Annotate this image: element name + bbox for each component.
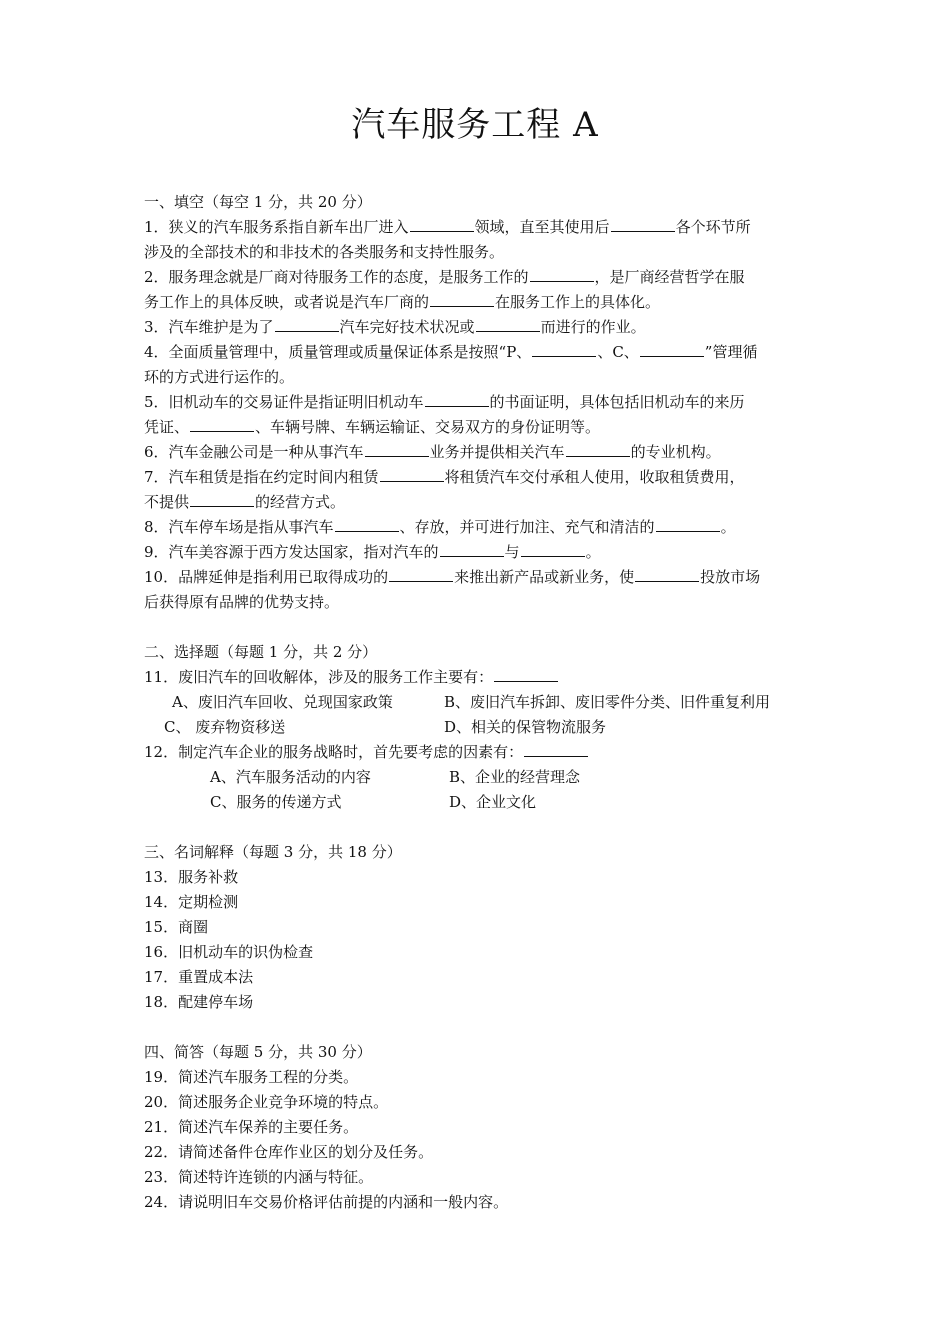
answer-blank[interactable] [365, 441, 429, 457]
answer-blank[interactable] [425, 391, 489, 407]
question-12-stem: 12．制定汽车企业的服务战略时，首先要考虑的因素有： [144, 740, 810, 765]
question-1-line1: 1．狭义的汽车服务系指自新车出厂进入 领域，直至其使用后 各个环节所 [144, 218, 751, 236]
list-item: 24．请说明旧车交易价格评估前提的内涵和一般内容。 [144, 1193, 509, 1211]
answer-blank[interactable] [476, 316, 540, 332]
question-8: 8．汽车停车场是指从事汽车 、存放，并可进行加注、充气和清洁的 。 [144, 518, 736, 536]
question-11-stem: 11．废旧汽车的回收解体，涉及的服务工作主要有： [144, 665, 810, 690]
page-title: 汽车服务工程 A [351, 105, 599, 145]
question-12-options-cd [144, 790, 810, 815]
question-1-line2: 涉及的全部技术的和非技术的各类服务和支持性服务。 [144, 243, 505, 261]
question-7-line2: 不提供 的经营方式。 [144, 493, 346, 511]
question-5-line2: 凭证、 、车辆号牌、车辆运输证、交易双方的身份证明等。 [144, 418, 601, 436]
question-7-line1: 7．汽车租赁是指在约定时间内租赁 将租赁汽车交付承租人使用，收取租赁费用， [144, 468, 745, 486]
answer-blank[interactable] [190, 491, 254, 507]
question-9: 9．汽车美容源于西方发达国家，指对汽车的 与 。 [144, 543, 601, 561]
answer-blank[interactable] [566, 441, 630, 457]
list-item: 14．定期检测 [144, 893, 239, 911]
section4-heading: 四、简答（每题 5 分，共 30 分） [144, 1043, 372, 1061]
question-2-line1: 2．服务理念就是厂商对待服务工作的态度，是服务工作的 ，是厂商经营哲学在服 [144, 268, 745, 286]
question-6: 6．汽车金融公司是一种从事汽车 业务并提供相关汽车 的专业机构。 [144, 443, 721, 461]
answer-blank[interactable] [410, 216, 474, 232]
list-item: 18．配建停车场 [144, 993, 254, 1011]
answer-blank[interactable] [335, 516, 399, 532]
option-a[interactable]: A、汽车服务活动的内容 [210, 768, 371, 786]
section2-heading: 二、选择题（每题 1 分，共 2 分） [144, 643, 378, 661]
option-b[interactable]: B、企业的经营理念 [449, 768, 581, 786]
list-item: 15．商圈 [144, 918, 209, 936]
question-4-line2: 环的方式进行运作的。 [144, 368, 295, 386]
section1-heading: 一、填空（每空 1 分，共 20 分） [144, 193, 372, 211]
answer-blank[interactable] [640, 341, 704, 357]
answer-blank[interactable] [635, 566, 699, 582]
option-a[interactable]: A、废旧汽车回收、兑现国家政策 [172, 693, 393, 711]
question-2-line2: 务工作上的具体反映，或者说是汽车厂商的 在服务工作上的具体化。 [144, 293, 661, 311]
list-item: 13．服务补救 [144, 868, 239, 886]
answer-blank[interactable] [530, 266, 594, 282]
option-b[interactable]: B、废旧汽车拆卸、废旧零件分类、旧件重复利用 [444, 693, 771, 711]
list-item: 22．请简述备件仓库作业区的划分及任务。 [144, 1143, 434, 1161]
option-d[interactable]: D、相关的保管物流服务 [444, 718, 607, 736]
answer-blank[interactable] [521, 541, 585, 557]
answer-blank[interactable] [656, 516, 720, 532]
question-11-options-cd [144, 715, 810, 740]
question-5-line1: 5．旧机动车的交易证件是指证明旧机动车 的书面证明，具体包括旧机动车的来历 [144, 393, 745, 411]
question-10-line1: 10．品牌延伸是指利用已取得成功的 来推出新产品或新业务，使 投放市场 [144, 568, 761, 586]
answer-blank[interactable] [494, 666, 558, 682]
question-10-line2: 后获得原有品牌的优势支持。 [144, 593, 340, 611]
list-item: 16．旧机动车的识伪检查 [144, 943, 314, 961]
option-d[interactable]: D、企业文化 [449, 793, 537, 811]
list-item: 20．简述服务企业竞争环境的特点。 [144, 1093, 389, 1111]
question-3: 3．汽车维护是为了 汽车完好技术状况或 而进行的作业。 [144, 318, 646, 336]
answer-blank[interactable] [190, 416, 254, 432]
list-item: 21．简述汽车保养的主要任务。 [144, 1118, 359, 1136]
answer-blank[interactable] [380, 466, 444, 482]
answer-blank[interactable] [389, 566, 453, 582]
list-item: 23．简述特许连锁的内涵与特征。 [144, 1168, 374, 1186]
section3-heading: 三、名词解释（每题 3 分，共 18 分） [144, 843, 402, 861]
option-c[interactable]: C、 废弃物资移送 [164, 718, 286, 736]
question-12-options-ab [144, 765, 810, 790]
answer-blank[interactable] [275, 316, 339, 332]
list-item: 19．简述汽车服务工程的分类。 [144, 1068, 359, 1086]
answer-blank[interactable] [440, 541, 504, 557]
question-4-line1: 4．全面质量管理中，质量管理或质量保证体系是按照“P、 、C、 ”管理循 [144, 343, 758, 361]
answer-blank[interactable] [611, 216, 675, 232]
question-11-options-ab [144, 690, 810, 715]
option-c[interactable]: C、服务的传递方式 [210, 793, 342, 811]
answer-blank[interactable] [524, 741, 588, 757]
answer-blank[interactable] [430, 291, 494, 307]
list-item: 17．重置成本法 [144, 968, 254, 986]
exam-content [144, 190, 810, 1215]
answer-blank[interactable] [532, 341, 596, 357]
